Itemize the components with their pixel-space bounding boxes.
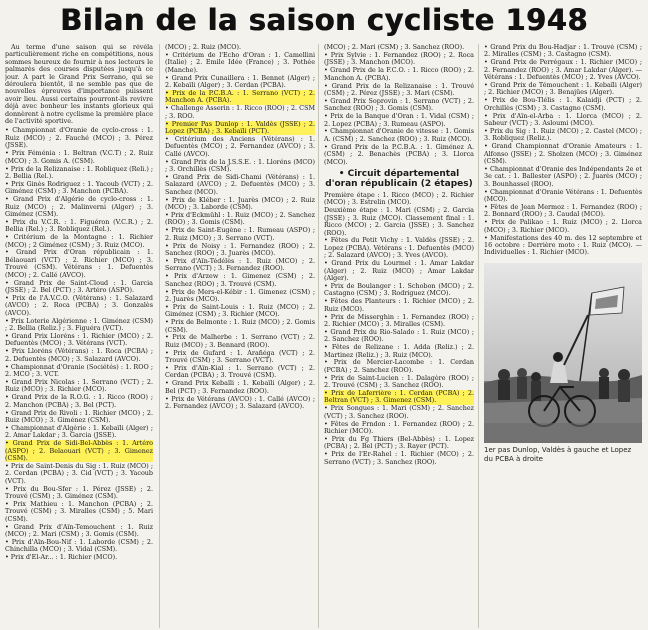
result-entry: • Prix d'Arzew : 1. Gimenez (CSM) ; 2. Sanchez (ROO) ; 3. Trouvé (CSM).	[165, 272, 315, 288]
result-entry: • Championnat d'Oranie de vitesse : 1. Gomis A. (CSM) ; 2. Sanchez (ROO) ; 3. Ruiz (MCO).	[324, 127, 474, 143]
result-entry: • Prix de Misserghin : 1. Fernandez (ROO) ; 2. Richier (MCO) ; 3. Miralles (CSM).	[324, 312, 474, 328]
result-entry: • Grand Prix Lloréns : 1. Richier (MCO) ; 2. Defuentès (MCO) ; 3. Vétérans (VCT).	[5, 331, 153, 348]
column-1	[5, 44, 153, 628]
intro-paragraph: Au terme d'une saison qui se révéla particulièrement riche en compétitions, nous sommes heureux de fournir à nos lecteurs le palmarès des courses disputées jusqu'à ce jour. A part le Grand Prix Serrano, qui se déroulera bientôt, il ne semble pas que de nouvelles épreuves d'importance puissent avoir lieu. Aussi certains pourront-ils revivre déjà avec bonheur les instants glorieux qui donnèrent à notre cyclisme la première place de l'activité sportive.	[5, 44, 153, 126]
result-entry: • Prix de Palikao : 1. Ruiz (MCO) ; 2. Llorca (MCO) ; 3. Richier (MCO).	[484, 218, 642, 234]
result-entry: • Prix d'Aïn-Kial : 1. Serrano (VCT) ; 2. Cerdan (PCBA) ; 3. Trouvé (CSM).	[165, 364, 315, 380]
cyclist-photo	[484, 263, 642, 443]
result-entry: • Grand Prix d'Oran républicain : 1. Bélaouari (VCT) ; 2. Richier (MCO) ; 3. Trouvé (CSM). Vétérans : 1. Defuentès (MCO) ; 2. Callé (AVCO).	[5, 248, 153, 279]
result-entry: • Grand Prix de la Relizanaise : 1. Trouvé (CSM) ; 2. Pérez (JSSE) ; 3. Mari (CSM).	[324, 81, 474, 97]
photo-caption: 1er pas Dunlop, Valdès à gauche et Lopez du PCBA à droite	[484, 445, 632, 463]
result-entry: • Grand Prix de Perrégaux : 1. Richier (MCO) ; 2. Fernandez (ROO) ; 3. Amar Lakdar (Alger). — Vétérans : 1. Defuentès (MCO) ; 2. Yves (AVCO).	[484, 58, 642, 82]
result-entry: • Prix Loterie Algérienne : 1. Giménez (CSM) ; 2. Bellia (Reliz.) ; 3. Figuéra (VCT).	[5, 316, 153, 333]
result-entry: • Challenge Asserin : 1. Ricco (ROO) ; 2. CSM ; 3. ROO.	[165, 104, 315, 120]
result-entry: (MCO) ; 2. Mari (CSM) ; 3. Sanchez (ROO).	[324, 44, 465, 51]
result-entry: • Grand Prix du Rio-Salado : 1. Ruiz (MCO) ; 2. Sanchez (ROO).	[324, 327, 474, 344]
result-entry: • Grand Prix de la P.C.B.A. : 1. Giménez A. (CSM) ; 2. Benachès (PCBA) ; 3. Llorca (MCO).	[324, 142, 474, 166]
column-rule	[318, 44, 319, 628]
result-entry: • Prix de Noisy : 1. Fernandez (ROO) ; 2. Sanchez (ROO) ; 3. Juarès (MCO).	[165, 241, 315, 257]
result-entry: • Grand Championnat d'Oranie Amateurs : 1. Alfonso (JSSE) ; 2. Sholzen (MCO) ; 3. Giménez (CSM).	[484, 142, 642, 166]
highlighted-result-entry: • Prix de Laferrière : 1. Cerdan (PCBA) ; 2. Beltran (VCT) ; 3. Gimenez (CSM).	[324, 389, 474, 405]
result-entry: • Prix du V.C.R. : 1. Figuéron (V.C.R.) ; 2. Bellia (Rel.) ; 3. Robliquez (Rel.).	[5, 217, 153, 234]
highlighted-result-entry: • Premier Pas Dunlop : 1. Valdès (JSSE) ; 2. Lopez (PCBA) ; 3. Kebaïli (PCT).	[165, 119, 315, 135]
result-entry: • Grand Prix du Lourmel : 1. Amar Lakdar (Alger) ; 2. Ruiz (MCO) ; Amar Lakdar (Alger).	[324, 259, 474, 282]
column-4-text	[484, 44, 642, 257]
result-entry: • Fêtes de Jean Mermoz : 1. Fernandez (ROO) ; 2. Bonnard (ROO) ; 3. Caudal (MCO).	[484, 203, 642, 219]
result-entry: • Prix d'Aïn-el-Arba : 1. Llorca (MCO) ; 2. Sabeur (VCT) ; 3. Asloumi (MCO).	[484, 111, 642, 128]
result-entry: • Prix d'Eckmühl : 1. Ruiz (MCO) ; 2. Sanchez (ROO) ; 3. Gomis (CSM).	[165, 210, 315, 227]
result-entry: • Grand Prix de Rivoli : 1. Richier (MCO) ; 2. Ruiz (MCO) ; 3. Giménez (CSM).	[5, 408, 153, 424]
result-entry: • Championnat d'Oranie des Indépendants 2e et 3e cat. : 1. Ballester (ASPO) ; 2. Juarès (MCO) ; 3. Bounhassel (ROO).	[484, 165, 642, 188]
result-entry: • Prix Ginès Rodriguez : 1. Yacoub (VCT) ; 2. Giménez (CSM) ; 3. Manchon (PCBA).	[5, 179, 153, 196]
result-entry: • Prix Féménia : 1. Beltran (V.C.T) ; 2. Ruiz (MCO) ; 3. Gomis A. (CSM).	[5, 149, 153, 165]
result-entry: Première étape : 1. Ricco (MCO) ; 2. Richier (MCO) ; 3. Estrelin (MCO).	[324, 191, 474, 207]
result-entry: • Prix de Gufard : 1. Arañéga (VCT) ; 2. Trouvé (CSM) ; 3. Serrano (VCT).	[165, 348, 315, 365]
result-entry: • Grand Prix Cunaillera : 1. Bennet (Alger) ; 2. Kebaïli (Alger) ; 3. Cerdan (PCBA).	[165, 73, 315, 90]
result-entry: • Grand Prix de Saint-Cloud : 1. Garcia (JSSE) ; 2. Bel (PCT) ; 3. Artéro (ASPO).	[5, 278, 153, 294]
column-rule	[159, 44, 160, 628]
result-entry: • Championnat d'Oranie Vétérans : 1. Defuentès (MCO).	[484, 187, 642, 204]
result-entry: • Prix de Mers-el-Kébir : 1. Gimenez (CSM) ; 2. Juarès (MCO).	[165, 287, 315, 303]
result-entry: • Grand Prix de Témouchent : 1. Kebaïli (Alger) ; 2. Richier (MCO) ; 3. Benajües (Alger).	[484, 81, 642, 97]
result-entry: • Prix de Belmonte : 1. Ruiz (MCO) ; 2. Gomis (CSM).	[165, 318, 315, 334]
column-rule	[478, 44, 479, 628]
result-entry: • Prix de la Banque d'Oran : 1. Vidal (CSM) ; 2. Lopez (PCBA) ; 3. Rumeau (ASPO).	[324, 112, 474, 128]
result-entry: • Prix du Fg Thiers (Bel-Abbès) : 1. Lopez (PCBA) ; 2. Bel (PCT) ; 3. Rayer (PCT).	[324, 435, 474, 451]
result-entry: • Prix Sylvie : 1. Fernandez (ROO) ; 2. Roca (JSSE) ; 3. Manchon (MCO).	[324, 50, 474, 67]
result-entry: • Prix du Sig : 1. Ruiz (MCO) ; 2. Castel (MCO) ; 3. Robliquez (Reliz.).	[484, 126, 642, 143]
result-entry: • Fêtes des Planteurs : 1. Richier (MCO) ; 2. Ruiz (MCO).	[324, 297, 474, 313]
column-4	[484, 44, 642, 628]
result-entry: • Prix Mathieu : 1. Manchon (PCBA) ; 2. Trouvé (CSM) ; 3. Miralles (CSM) ; 5. Mari (CSM).	[5, 499, 153, 523]
result-entry: • Prix de Saint-Denis du Sig : 1. Ruiz (MCO) ; 2. Cerdan (PCBA) ; 3. Cid (VCT) ; 3. Yacoub (VCT).	[5, 461, 153, 485]
result-entry: • Grand Prix d'Algérie de cyclo-cross : 1. Ruiz (MCO) ; 2. Malinverni (Alger) ; 3. Giménez (CSM).	[5, 195, 153, 218]
result-entry: • Prix de l'A.V.C.O. (Vétérans) : 1. Salazard (AVCO) ; 2. Roca (PCBA) ; 3. Gonzalès (AVCO).	[5, 293, 153, 317]
column-3	[324, 44, 474, 628]
column-2	[165, 44, 315, 628]
result-entry: • Fêtes du Petit Vichy : 1. Valdès (JSSE) ; 2. Lopez (PCBA). Vétérans : 1. Defuentès (MCO) ; 2. Salazard (AVCO) ; 3. Yves (AVCO).	[324, 236, 474, 260]
result-entry: • Grand Prix Nicolas : 1. Serrano (VCT) ; 2. Ruiz (MCO) ; 3. Richier (MCO).	[5, 377, 153, 394]
result-entry: • Grand Prix Kebaïli : 1. Kebaïli (Alger) ; 2. Bel (PCT) ; 3. Fernandez (ROO).	[165, 379, 315, 395]
result-entry: • Grand Prix de la J.S.S.E. : 1. Lloréns (MCO) ; 3. Orchillès (CSM).	[165, 157, 315, 173]
result-entry: • Prix d'Aïn-Tédélès : 1. Ruiz (MCO) ; 2. Serrano (VCT) ; 3. Fernandez (ROO).	[165, 256, 315, 273]
result-entry: • Critérium des Anciens (Vétérans) : 1. Defuentès (MCO) ; 2. Fernandez (AVCO) ; 3. Callé (AVCO).	[165, 134, 315, 158]
result-entry: • Prix de Saint-Eugène : 1. Rumeau (ASPO) ; 2. Ruiz (MCO) ; 3. Serrano (VCT).	[165, 226, 315, 242]
result-entry: • Critérium de la Montagne : 1. Richier (MCO) ; 2 Giménez (CSM) ; 3. Ruiz (MCO).	[5, 233, 153, 249]
result-entry: • Prix Songues : 1. Mari (CSM) ; 2. Sanchez (VCT) ; 3. Sanchez (ROO).	[324, 404, 474, 420]
result-entry: • Critérium de l'Echo d'Oran : 1. Camellini (Italie) ; 2. Emile Idée (France) ; 3. Pothée (Manche).	[165, 50, 315, 74]
result-entry: • Grand Prix de la R.O.G. : 1. Ricco (ROO) ; 2. Manchon (PCBA) ; 3. Bel (PCT).	[5, 393, 153, 409]
result-entry: • Prix d'Aïn-Bou-Nif : 1. Laborde (CSM) ; 2. Chinchilla (MCO) ; 3. Vidal (CSM).	[5, 537, 153, 554]
result-entry: • Championnat d'Algérie : 1. Kebaïli (Alger) ; 2. Amar Lakdar ; 3. Garcia (JSSE).	[5, 423, 153, 440]
result-entry: • Prix Lloréns (Vétérans) : 1. Roca (PCBA) ; 2. Defuentès (MCO) ; 3. Salazard (AVCO).	[5, 347, 153, 363]
result-entry: (MCO) ; 2. Ruiz (MCO).	[165, 44, 242, 51]
page-headline: Bilan de la saison cycliste 1948	[60, 3, 588, 37]
result-entry: • Prix d'El-Ar... : 1. Richier (MCO).	[5, 553, 118, 562]
result-entry: • Manifestations des 40 m. des 12 septembre et 16 octobre : Derrière moto : 1. Ruiz (MCO). — Individuelles : 1. Richier (MCO).	[484, 233, 642, 257]
result-entry: • Prix de l'Er-Rahel : 1. Richier (MCO) ; 2. Serrano (VCT) ; 3. Sanchez (ROO).	[324, 450, 474, 466]
result-entry: • Fêtes de Relizane : 1. Adda (Reliz.) ; 2. Martinez (Reliz.) ; 3. Ruiz (MCO).	[324, 343, 474, 359]
result-entry: • Championnat d'Oranie (Sociétés) : 1. ROO ; 2. MCO ; 3. VCT.	[5, 362, 153, 378]
result-entry: • Prix de Saint-Louis : 1. Ruiz (MCO) ; 2. Giménez (CSM) ; 3. Richier (MCO).	[165, 302, 315, 319]
result-entry: • Prix de Kléber : 1. Juarès (MCO) ; 2. Ruiz (MCO) ; 3. Laborde (CSM).	[165, 195, 315, 212]
result-entry: • Grand Prix de la F.C.O. : 1. Ricco (ROO) ; 2. Manchon A. (PCBA).	[324, 66, 474, 82]
result-entry: • Prix de Bou-Tlélis : 1. Kalaidji (PCT) ; 2. Orchillès (CSM) ; 3. Castagno (CSM).	[484, 96, 642, 112]
result-entry: • Grand Prix d'Aïn-Temouchent : 1. Ruiz (MCO) ; 2. Mari (CSM) ; 3. Gomis (CSM).	[5, 522, 153, 538]
result-entry: • Grand Prix de Sidi-Chami (Vétérans) : 1. Salazard (AVCO) ; 2. Defuentès (MCO) ; 3. Sanchez (MCO).	[165, 172, 315, 196]
result-entry: • Championnat d'Oranie de cyclo-cross : 1. Ruiz (MCO) ; 2. Fauché (MCO) ; 3. Pérez (JSSE).	[5, 126, 153, 150]
result-entry: • Grand Prix du Bou-Hadjar : 1. Trouvé (CSM) ; 2. Miralles (CSM) ; 3. Castagno (CSM).	[484, 44, 642, 59]
result-entry: • Prix de la Relizanaise : 1. Robliquez (Reli.) ; 2. Bellia (Rel.).	[5, 164, 153, 180]
result-entry: • Prix de Malherbe : 1. Serrano (VCT) ; 2. Ruiz (MCO) ; 3. Bennard (ROO).	[165, 333, 315, 349]
result-entry: • Prix de Saint-Lucien : 1. Dalagère (ROO) ; 2. Trouvé (CSM) ; 3. Sanchez (ROO).	[324, 373, 474, 390]
highlighted-result-entry: • Prix de la P.C.B.A. : 1. Serrano (VCT) ; 2. Manchon A. (PCBA).	[165, 88, 315, 105]
result-entry: • Prix de Vétérans (AVCO) : 1. Callé (AVCO) ; 2. Fernandez (AVCO) ; 3. Salazard (AVCO).	[165, 394, 315, 411]
result-entry: • Fêtes de Frndon : 1. Fernandez (ROO) ; 2. Richier (MCO).	[324, 419, 474, 436]
result-entry: Deuxième étape : 1. Mari (CSM) ; 2. Garcia (JSSE) ; 3. Ruiz (MCO). Classement final : 1. Ricco (MCO) ; 2. Garcia (JSSE) ; 3. Sanchez (ROO).	[324, 206, 474, 237]
section-heading: • Circuit départemental d'oran républicain (2 étapes)	[325, 169, 473, 189]
highlighted-result-entry: • Grand Prix de Sidi-Bel-Abbès : 1. Artéro (ASPO) ; 2. Belaouari (VCT) ; 3. Gimenez (CSM).	[5, 439, 153, 462]
cyclist-photo-image	[484, 263, 642, 443]
result-entry: • Prix de Mercier-Lacombe : 1. Cerdan (PCBA) ; 2. Sanchez (ROO).	[324, 358, 474, 374]
result-entry: • Prix du Bou-Sfer : 1. Pérez (JSSE) ; 2. Trouvé (CSM) ; 3. Giménez (CSM).	[5, 484, 153, 500]
result-entry: • Grand Prix Soprovin : 1. Serrano (VCT) ; 2. Sanchez (ROO) ; 3. Gomis (CSM).	[324, 96, 474, 113]
result-entry: • Prix de Boulanger : 1. Schobon (MCO) ; 2. Castagno (CSM) ; 3. Rodriguez (MCO).	[324, 281, 474, 298]
